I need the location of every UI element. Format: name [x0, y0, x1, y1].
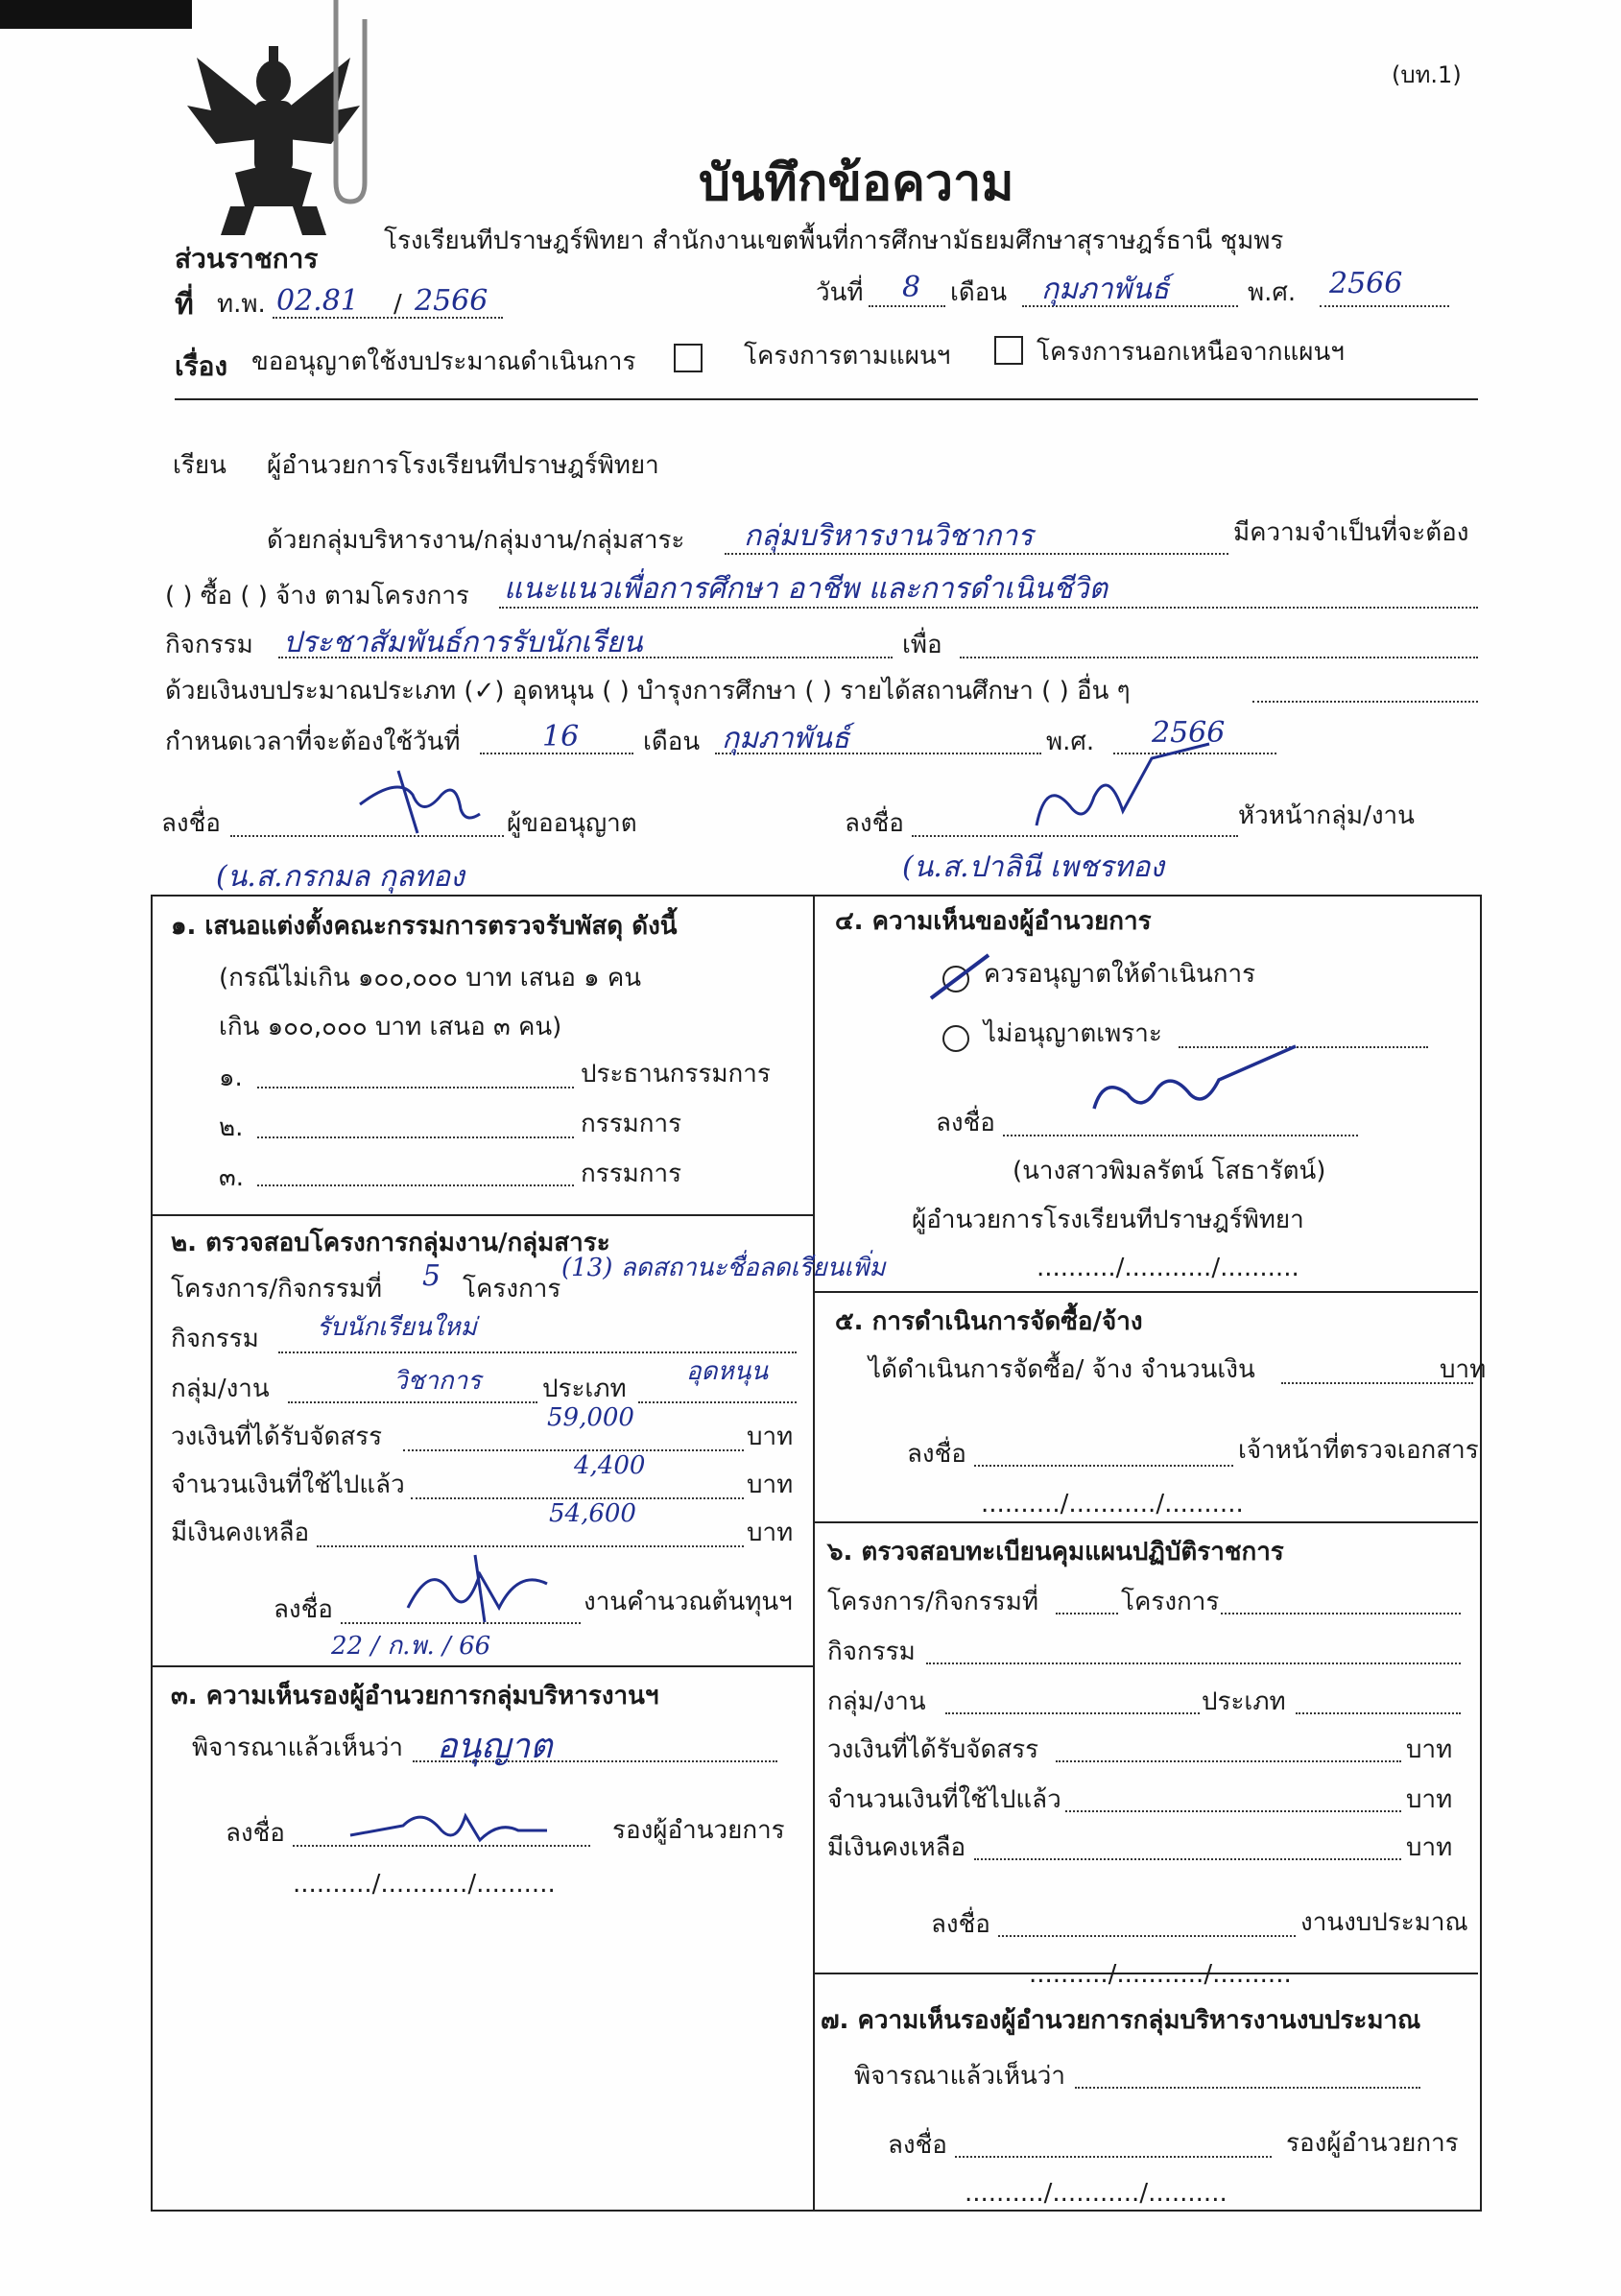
s5-line1: ได้ดำเนินการจัดซื้อ/ จ้าง จำนวนเงิน [869, 1355, 1255, 1384]
month-label: เดือน [950, 278, 1008, 307]
subject-value: ขออนุญาตใช้งบประมาณดำเนินการ [251, 347, 636, 376]
s6-used-dots [1065, 1810, 1401, 1812]
committee-n3: ๓. [219, 1163, 245, 1192]
s2-group: วิชาการ [393, 1367, 482, 1396]
s6-sign-role: งานงบประมาณ [1300, 1908, 1468, 1937]
requester-sign-label: ลงชื่อ [161, 809, 221, 838]
s2-sign-role: งานคำนวณต้นทุนฯ [584, 1588, 793, 1616]
committee-role1: ประธานกรรมการ [581, 1060, 771, 1088]
s6-group-dots [945, 1712, 1200, 1714]
body-line2-prefix: ( ) ซื้อ ( ) จ้าง ตามโครงการ [165, 582, 469, 610]
section3-title: ๓. ความเห็นรองผู้อำนวยการกลุ่มบริหารงานฯ [171, 1682, 659, 1710]
right-divider-1 [813, 1291, 1478, 1293]
s2-used-baht: บาท [747, 1471, 794, 1499]
ref-slash: / [393, 290, 402, 319]
section7-title: ๗. ความเห็นรองผู้อำนวยการกลุ่มบริหารงานงบประมาณ [821, 2006, 1421, 2035]
s3-opinion-label: พิจารณาแล้วเห็นว่า [192, 1734, 403, 1762]
section1-title: ๑. เสนอแต่งตั้งคณะกรรมการตรวจรับพัสดุ ดังนี้ [171, 912, 678, 941]
date-label: วันที่ [816, 278, 864, 307]
agency-label: ส่วนราชการ [175, 243, 319, 275]
form-code: (บท.1) [1392, 61, 1462, 88]
requester-name: (น.ส.กรกมล กุลทอง [216, 860, 465, 894]
s2-project-mid: โครงการ [463, 1275, 561, 1303]
s7-sign-dots [955, 2156, 1272, 2158]
body-line1-suffix: มีความจำเป็นที่จะต้อง [1233, 518, 1469, 547]
s2-alloc: 59,000 [547, 1403, 634, 1432]
section1-note1: (กรณีไม่เกิน ๑๐๐,๐๐๐ บาท เสนอ ๑ คน [219, 964, 642, 993]
s6-used-label: จำนวนเงินที่ใช้ไปแล้ว [827, 1785, 1061, 1814]
s4-sign-dots [1003, 1135, 1358, 1136]
s3-sign-label: ลงชื่อ [226, 1819, 285, 1848]
s6-date: ........../.........../.......... [1029, 1960, 1292, 1989]
to-label: เรียน [173, 451, 226, 480]
section6-title: ๖. ตรวจสอบทะเบียนคุมแผนปฏิบัติราชการ [827, 1538, 1284, 1567]
s2-activity-label: กิจกรรม [171, 1325, 259, 1353]
s2-balance-dots [317, 1545, 744, 1547]
to-value: ผู้อำนวยการโรงเรียนทีปราษฎร์พิทยา [267, 451, 659, 480]
committee-role3: กรรมการ [581, 1160, 682, 1188]
page-title: บันทึกข้อความ [699, 155, 1014, 212]
s2-sign-date: 22 / ก.พ. / 66 [331, 1632, 491, 1661]
head-sign-label: ลงชื่อ [845, 809, 904, 838]
right-divider-2 [813, 1521, 1478, 1523]
section2-title: ๒. ตรวจสอบโครงการกลุ่มงาน/กลุ่มสาระ [171, 1229, 610, 1257]
committee-n2: ๒. [219, 1113, 244, 1142]
grid-center-divider [813, 895, 815, 2210]
year-label: พ.ศ. [1248, 278, 1297, 307]
s7-sign-role: รองผู้อำนวยการ [1286, 2129, 1459, 2158]
committee-role2: กรรมการ [581, 1110, 682, 1138]
body-line1-prefix: ด้วยกลุ่มบริหารงาน/กลุ่มงาน/กลุ่มสาระ [267, 526, 685, 555]
s2-used: 4,400 [574, 1451, 646, 1480]
body-line3-suffix: เพื่อ [902, 631, 942, 659]
s6-balance-dots [974, 1858, 1401, 1860]
date-day-dots [869, 305, 945, 307]
requester-role: ผู้ขออนุญาต [507, 809, 637, 838]
subject-label: เรื่อง [175, 350, 228, 382]
director-name: (นางสาวพิมลรัตน์ โสธารัตน์) [1013, 1157, 1326, 1185]
s3-date: ........../.........../.......... [293, 1870, 556, 1899]
body-line5-month-label: เดือน [643, 728, 701, 756]
committee-chair-dots [257, 1087, 574, 1088]
s5-sign-label: ลงชื่อ [907, 1440, 966, 1469]
s2-type-label: ประเภท [542, 1375, 627, 1403]
ref-number: 02.81 [276, 284, 359, 318]
director-position: ผู้อำนวยการโรงเรียนทีปราษฎร์พิทยา [912, 1206, 1304, 1234]
out-plan-checkbox[interactable] [994, 336, 1023, 365]
s2-activity: รับนักเรียนใหม่ [317, 1313, 477, 1342]
body-line4-dots [1252, 701, 1478, 703]
left-divider-2 [151, 1665, 813, 1667]
date-month: กุมภาพันธ์ [1041, 273, 1170, 306]
s7-opinion-label: พิจารณาแล้วเห็นว่า [854, 2062, 1065, 2091]
s6-balance-label: มีเงินคงเหลือ [827, 1833, 966, 1862]
body-line5-year-label: พ.ศ. [1046, 728, 1095, 756]
section1-note2: เกิน ๑๐๐,๐๐๐ บาท เสนอ ๓ คน) [219, 1013, 562, 1041]
s2-signature [393, 1550, 557, 1627]
s2-alloc-baht: บาท [747, 1423, 794, 1451]
in-plan-label: โครงการตามแผนฯ [744, 342, 951, 371]
date-year: 2566 [1329, 267, 1403, 300]
s2-type-dots [638, 1401, 797, 1403]
s6-group-label: กลุ่ม/งาน [827, 1687, 926, 1716]
s4-sign-label: ลงชื่อ [936, 1109, 995, 1137]
body-line1-group: กลุ่มบริหารงานวิชาการ [744, 519, 1034, 553]
head-role: หัวหน้ากลุ่ม/งาน [1238, 801, 1415, 830]
ref-label: ที่ [175, 288, 194, 322]
head-signature [1017, 739, 1228, 845]
s3-sign-role: รองผู้อำนวยการ [612, 1816, 785, 1845]
section4-title: ๔. ความเห็นของผู้อำนวยการ [835, 907, 1152, 936]
ref-prefix: ท.พ. [217, 290, 266, 319]
s6-used-baht: บาท [1406, 1785, 1453, 1814]
s2-project-label: โครงการ/กิจกรรมที่ [171, 1275, 383, 1303]
s6-sign-dots [998, 1935, 1296, 1937]
s2-type: อุดหนุน [686, 1357, 769, 1386]
s7-sign-label: ลงชื่อ [888, 2131, 947, 2160]
s2-project-no: 5 [422, 1259, 441, 1293]
s2-project: (13) ลดสถานะชื่อลดเรียนเพิ่ม [561, 1254, 886, 1282]
committee-member2-dots [257, 1184, 574, 1186]
s6-balance-baht: บาท [1406, 1833, 1453, 1862]
date-day: 8 [902, 271, 921, 304]
reject-radio[interactable] [942, 1025, 969, 1052]
s2-balance-label: มีเงินคงเหลือ [171, 1519, 310, 1547]
s6-type-dots [1296, 1712, 1461, 1714]
committee-n1: ๑. [219, 1064, 243, 1092]
s6-activity-label: กิจกรรม [827, 1638, 916, 1666]
s5-date: ........../.........../.......... [981, 1490, 1244, 1519]
body-line5-year: 2566 [1152, 716, 1226, 750]
approve-label: ควรอนุญาตให้ดำเนินการ [984, 960, 1256, 989]
s6-project-no-dots [1056, 1613, 1118, 1614]
head-name: (น.ส.ปาลินี เพชรทอง [902, 850, 1164, 884]
s6-alloc-label: วงเงินที่ได้รับจัดสรร [827, 1735, 1039, 1764]
s4-date: ........../.........../.......... [1037, 1254, 1299, 1282]
s6-project-label: โครงการ/กิจกรรมที่ [827, 1588, 1039, 1616]
s3-opinion: อนุญาต [437, 1727, 553, 1766]
committee-member1-dots [257, 1136, 574, 1138]
s5-sign-dots [974, 1465, 1233, 1467]
paper-clip-icon [317, 0, 374, 206]
s6-type-label: ประเภท [1202, 1687, 1286, 1716]
s6-alloc-baht: บาท [1406, 1735, 1453, 1764]
s6-activity-dots [926, 1662, 1461, 1664]
body-line5-month: กุมภาพันธ์ [722, 722, 850, 755]
s6-alloc-dots [1056, 1760, 1401, 1762]
agency-value: โรงเรียนทีปราษฎร์พิทยา สำนักงานเขตพื้นที่การศึกษามัธยมศึกษาสุราษฎร์ธานี ชุมพร [384, 227, 1284, 255]
s5-sign-role: เจ้าหน้าที่ตรวจเอกสาร [1238, 1436, 1479, 1465]
director-signature [1075, 1037, 1305, 1133]
body-line3-prefix: กิจกรรม [165, 631, 253, 659]
body-line3-tail [960, 657, 1478, 658]
section5-title: ๕. การดำเนินการจัดซื้อ/จ้าง [835, 1307, 1143, 1336]
s2-used-label: จำนวนเงินที่ใช้ไปแล้ว [171, 1471, 405, 1499]
s2-alloc-label: วงเงินที่ได้รับจัดสรร [171, 1423, 383, 1451]
s7-opinion-dots [1075, 2087, 1420, 2089]
ref-year: 2566 [415, 284, 489, 318]
left-divider-1 [151, 1214, 813, 1216]
body-line2-project: แนะแนวเพื่อการศึกษา อาชีพ และการดำเนินชีวิต [504, 572, 1108, 606]
s6-sign-label: ลงชื่อ [931, 1910, 990, 1939]
body-line5-prefix: กำหนดเวลาที่จะต้องใช้วันที่ [165, 728, 461, 756]
requester-signature [346, 766, 489, 838]
s5-baht: บาท [1440, 1355, 1487, 1384]
s6-project-mid: โครงการ [1121, 1588, 1220, 1616]
date-year-dots [1320, 305, 1449, 307]
s2-group-label: กลุ่ม/งาน [171, 1375, 270, 1403]
s2-group-dots [288, 1401, 537, 1403]
s3-signature [346, 1787, 557, 1854]
body-line5-day: 16 [542, 720, 580, 753]
s2-sign-label: ลงชื่อ [274, 1595, 333, 1624]
corner-shadow [0, 0, 192, 29]
out-plan-label: โครงการนอกเหนือจากแผนฯ [1037, 338, 1345, 367]
in-plan-checkbox[interactable] [674, 344, 703, 372]
body-line4: ด้วยเงินงบประมาณประเภท (✓) อุดหนุน ( ) บำรุงการศึกษา ( ) รายได้สถานศึกษา ( ) อื่น ๆ [165, 677, 1131, 706]
s2-balance-baht: บาท [747, 1519, 794, 1547]
s6-project-dots [1221, 1613, 1461, 1614]
s2-balance: 54,600 [549, 1499, 636, 1528]
reject-label: ไม่อนุญาตเพราะ [984, 1019, 1162, 1048]
s7-date: ........../.........../.......... [965, 2179, 1228, 2208]
body-line3-activity: ประชาสัมพันธ์การรับนักเรียน [283, 626, 643, 659]
header-divider [175, 398, 1478, 400]
